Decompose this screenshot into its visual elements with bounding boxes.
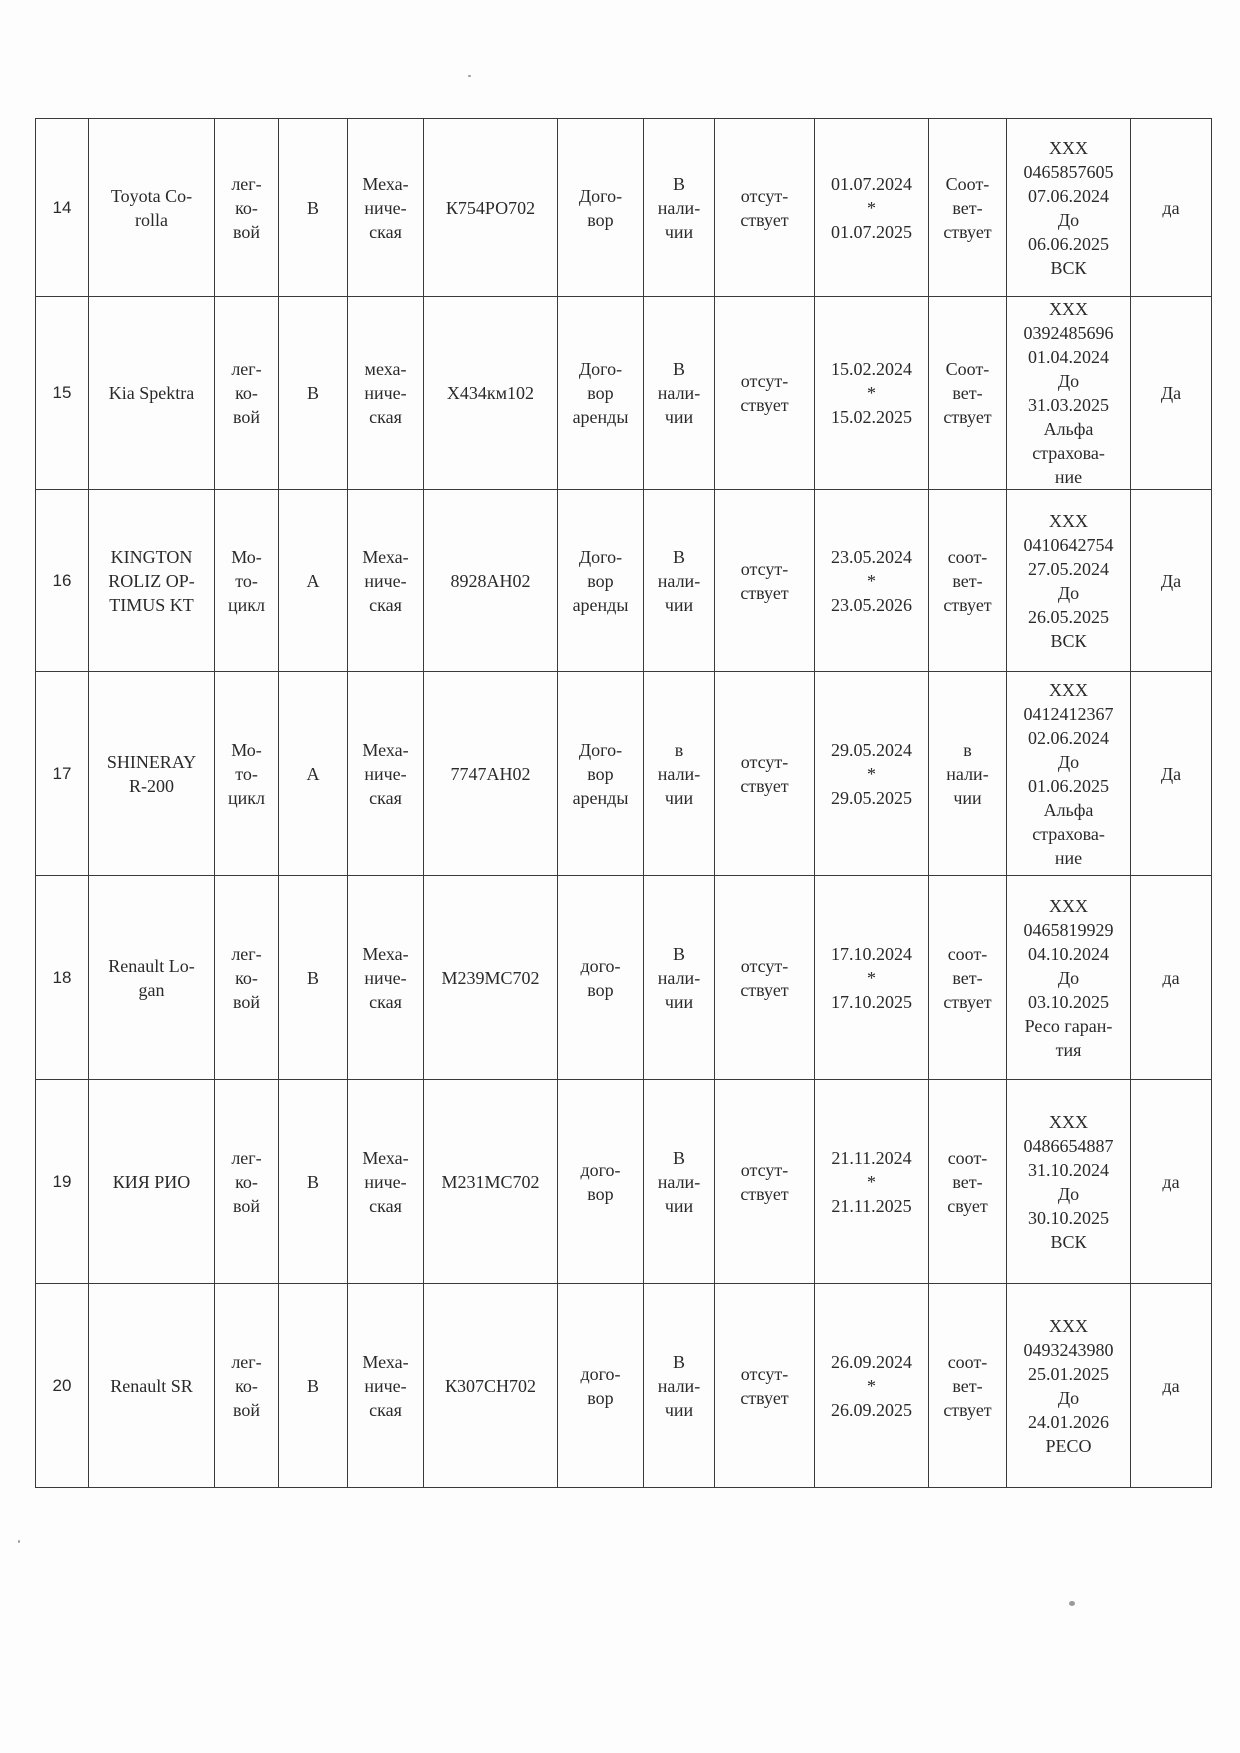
compliance-status: соот- вет- ствует (929, 1284, 1007, 1488)
confirmation-flag: Да (1131, 297, 1212, 490)
insurance-policy: ХХХ 0493243980 25.01.2025 До 24.01.2026 РЕСО (1007, 1284, 1131, 1488)
insurance-policy: ХХХ 0412412367 02.06.2024 До 01.06.2025 Альфа страхова- ние (1007, 672, 1131, 876)
vehicle-model: SHINERAY R-200 (89, 672, 215, 876)
compliance-status: Соот- вет- ствует (929, 119, 1007, 297)
row-number: 15 (36, 297, 89, 490)
scan-speck (1069, 1601, 1075, 1606)
ownership-basis: дого- вор (558, 1284, 644, 1488)
registration-plate: 7747АН02 (424, 672, 558, 876)
inspection-period: 26.09.2024 * 26.09.2025 (815, 1284, 929, 1488)
ownership-basis: Дого- вор аренды (558, 297, 644, 490)
ownership-basis: Дого- вор аренды (558, 672, 644, 876)
confirmation-flag: Да (1131, 672, 1212, 876)
row-number: 20 (36, 1284, 89, 1488)
absence-status: отсут- ствует (715, 1284, 815, 1488)
inspection-period: 17.10.2024 * 17.10.2025 (815, 876, 929, 1080)
license-category: B (279, 119, 348, 297)
registration-plate: Х434км102 (424, 297, 558, 490)
presence-status: В нали- чии (644, 119, 715, 297)
absence-status: отсут- ствует (715, 1080, 815, 1284)
insurance-policy: ХХХ 0465819929 04.10.2024 До 03.10.2025 Ресо гаран- тия (1007, 876, 1131, 1080)
table-row (36, 297, 1212, 490)
transmission-type: Меха- ниче- ская (348, 1284, 424, 1488)
absence-status: отсут- ствует (715, 297, 815, 490)
registration-plate: М239МС702 (424, 876, 558, 1080)
absence-status: отсут- ствует (715, 119, 815, 297)
transmission-type: Меха- ниче- ская (348, 119, 424, 297)
transmission-type: Меха- ниче- ская (348, 672, 424, 876)
presence-status: В нали- чии (644, 1080, 715, 1284)
license-category: A (279, 672, 348, 876)
vehicle-model: Toyota Co- rolla (89, 119, 215, 297)
inspection-period: 01.07.2024 * 01.07.2025 (815, 119, 929, 297)
vehicle-table (35, 118, 1212, 1488)
vehicle-type: лег- ко- вой (215, 1284, 279, 1488)
vehicle-type: Мо- то- цикл (215, 490, 279, 672)
compliance-status: соот- вет- свует (929, 1080, 1007, 1284)
confirmation-flag: да (1131, 876, 1212, 1080)
row-number: 19 (36, 1080, 89, 1284)
absence-status: отсут- ствует (715, 490, 815, 672)
ownership-basis: Дого- вор (558, 119, 644, 297)
vehicle-model: Kia Spektra (89, 297, 215, 490)
vehicle-type: лег- ко- вой (215, 1080, 279, 1284)
registration-plate: М231МС702 (424, 1080, 558, 1284)
vehicle-type: лег- ко- вой (215, 119, 279, 297)
compliance-status: соот- вет- ствует (929, 876, 1007, 1080)
transmission-type: Меха- ниче- ская (348, 490, 424, 672)
vehicle-model: KINGTON ROLIZ OP- TIMUS KT (89, 490, 215, 672)
insurance-policy: ХХХ 0392485696 01.04.2024 До 31.03.2025 Альфа страхова- ние (1007, 297, 1131, 490)
registration-plate: 8928АН02 (424, 490, 558, 672)
compliance-status: соот- вет- ствует (929, 490, 1007, 672)
row-number: 16 (36, 490, 89, 672)
inspection-period: 29.05.2024 * 29.05.2025 (815, 672, 929, 876)
license-category: B (279, 1080, 348, 1284)
ownership-basis: дого- вор (558, 876, 644, 1080)
row-number: 14 (36, 119, 89, 297)
confirmation-flag: да (1131, 1284, 1212, 1488)
license-category: B (279, 876, 348, 1080)
vehicle-model: КИЯ РИО (89, 1080, 215, 1284)
absence-status: отсут- ствует (715, 876, 815, 1080)
row-number: 18 (36, 876, 89, 1080)
presence-status: В нали- чии (644, 1284, 715, 1488)
ownership-basis: дого- вор (558, 1080, 644, 1284)
scan-speck (18, 1540, 20, 1543)
scan-speck (468, 75, 471, 77)
inspection-period: 23.05.2024 * 23.05.2026 (815, 490, 929, 672)
registration-plate: К307СН702 (424, 1284, 558, 1488)
presence-status: в нали- чии (644, 672, 715, 876)
license-category: B (279, 297, 348, 490)
table-row (36, 1284, 1212, 1488)
confirmation-flag: Да (1131, 490, 1212, 672)
compliance-status: в нали- чии (929, 672, 1007, 876)
insurance-policy: ХХХ 0465857605 07.06.2024 До 06.06.2025 ВСК (1007, 119, 1131, 297)
transmission-type: Меха- ниче- ская (348, 1080, 424, 1284)
transmission-type: Меха- ниче- ская (348, 876, 424, 1080)
compliance-status: Соот- вет- ствует (929, 297, 1007, 490)
license-category: B (279, 1284, 348, 1488)
inspection-period: 21.11.2024 * 21.11.2025 (815, 1080, 929, 1284)
vehicle-model: Renault SR (89, 1284, 215, 1488)
presence-status: В нали- чии (644, 876, 715, 1080)
vehicle-model: Renault Lo- gan (89, 876, 215, 1080)
insurance-policy: ХХХ 0410642754 27.05.2024 До 26.05.2025 ВСК (1007, 490, 1131, 672)
table-row (36, 1080, 1212, 1284)
table-row (36, 490, 1212, 672)
absence-status: отсут- ствует (715, 672, 815, 876)
table-row (36, 876, 1212, 1080)
vehicle-type: Мо- то- цикл (215, 672, 279, 876)
license-category: A (279, 490, 348, 672)
inspection-period: 15.02.2024 * 15.02.2025 (815, 297, 929, 490)
confirmation-flag: да (1131, 119, 1212, 297)
registration-plate: К754РО702 (424, 119, 558, 297)
vehicle-type: лег- ко- вой (215, 876, 279, 1080)
table-row (36, 672, 1212, 876)
confirmation-flag: да (1131, 1080, 1212, 1284)
presence-status: В нали- чии (644, 297, 715, 490)
transmission-type: меха- ниче- ская (348, 297, 424, 490)
table-row (36, 119, 1212, 297)
row-number: 17 (36, 672, 89, 876)
presence-status: В нали- чии (644, 490, 715, 672)
ownership-basis: Дого- вор аренды (558, 490, 644, 672)
insurance-policy: ХХХ 0486654887 31.10.2024 До 30.10.2025 ВСК (1007, 1080, 1131, 1284)
vehicle-type: лег- ко- вой (215, 297, 279, 490)
